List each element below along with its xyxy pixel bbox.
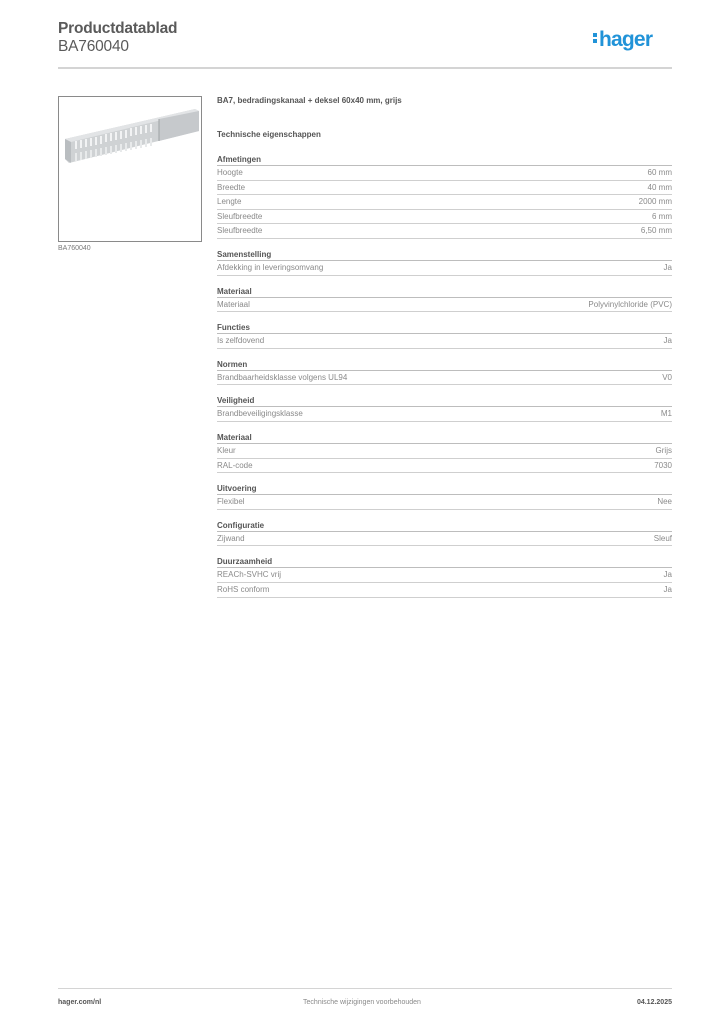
- spec-value: Ja: [663, 336, 672, 346]
- spec-row: [217, 166, 672, 181]
- spec-row: [217, 371, 672, 386]
- spec-value: V0: [662, 372, 672, 382]
- spec-section: [217, 395, 672, 422]
- spec-value: M1: [660, 409, 672, 419]
- spec-label: Kleur: [217, 445, 236, 455]
- spec-value: 2000 mm: [638, 197, 672, 207]
- product-title: BA7, bedradingskanaal + deksel 60x40 mm, grijs: [217, 96, 402, 105]
- section-heading: Configuratie: [217, 520, 672, 532]
- spec-label: Afdekking in leveringsomvang: [217, 262, 324, 272]
- section-heading: Samenstelling: [217, 249, 672, 261]
- spec-row: [217, 495, 672, 510]
- hager-logo: [593, 28, 652, 52]
- logo-text: hager: [599, 28, 653, 51]
- spec-section: [217, 520, 672, 547]
- spec-value: 6 mm: [652, 211, 672, 221]
- spec-label: Materiaal: [217, 299, 250, 309]
- spec-row: [217, 298, 672, 313]
- footer-divider: [58, 988, 672, 989]
- product-image: [58, 96, 202, 242]
- spec-label: Breedte: [217, 182, 246, 192]
- spec-row: [217, 459, 672, 474]
- spec-section: [217, 322, 672, 349]
- spec-value: Sleuf: [653, 533, 672, 543]
- spec-row: [217, 195, 672, 210]
- section-heading: Afmetingen: [217, 154, 672, 166]
- spec-label: Is zelfdovend: [217, 336, 265, 346]
- spec-value: 60 mm: [647, 168, 672, 177]
- logo-colon-icon: [593, 31, 598, 45]
- spec-row: [217, 444, 672, 459]
- spec-label: Sleufbreedte: [217, 226, 263, 236]
- section-heading: Uitvoering: [217, 483, 672, 495]
- spec-value: Ja: [663, 262, 672, 272]
- spec-section: [217, 556, 672, 597]
- spec-row: [217, 210, 672, 225]
- document-title: Productdatablad: [58, 20, 178, 37]
- footer-website-link[interactable]: hager.com/nl: [58, 999, 102, 1006]
- section-heading: Materiaal: [217, 432, 672, 444]
- spec-label: RoHS conform: [217, 584, 270, 594]
- spec-row: [217, 261, 672, 276]
- spec-row: [217, 181, 672, 196]
- section-heading: Veiligheid: [217, 395, 672, 407]
- product-code: BA760040: [58, 38, 129, 55]
- spec-section: [217, 483, 672, 510]
- spec-value: Grijs: [655, 445, 672, 455]
- spec-row: [217, 334, 672, 349]
- specifications-column: [217, 96, 672, 598]
- spec-label: Hoogte: [217, 168, 243, 177]
- section-heading: Duurzaamheid: [217, 556, 672, 568]
- spec-label: REACh-SVHC vrij: [217, 570, 282, 580]
- spec-section: [217, 359, 672, 386]
- wiring-duct-icon: [59, 97, 202, 242]
- spec-label: Sleufbreedte: [217, 211, 263, 221]
- footer-date: 04.12.2025: [636, 999, 672, 1006]
- spec-value: 40 mm: [647, 182, 672, 192]
- spec-value: 7030: [654, 460, 672, 470]
- image-caption: BA760040: [58, 245, 91, 252]
- spec-label: Brandbeveiligingsklasse: [217, 409, 303, 419]
- spec-row: [217, 568, 672, 583]
- spec-section: [217, 249, 672, 276]
- spec-label: RAL-code: [217, 460, 253, 470]
- spec-row: [217, 532, 672, 547]
- spec-row: [217, 224, 672, 239]
- spec-label: Flexibel: [217, 497, 245, 507]
- spec-section: [217, 432, 672, 473]
- header-divider: [58, 67, 672, 69]
- spec-value: Polyvinylchloride (PVC): [588, 299, 672, 309]
- spec-label: Brandbaarheidsklasse volgens UL94: [217, 372, 348, 382]
- spec-value: Nee: [657, 497, 672, 507]
- spec-section: [217, 286, 672, 313]
- spec-label: Lengte: [217, 197, 242, 207]
- spec-sections: [217, 154, 672, 598]
- technical-heading: Technische eigenschappen: [217, 130, 321, 139]
- spec-value: Ja: [663, 584, 672, 594]
- section-heading: Functies: [217, 322, 672, 334]
- spec-row: [217, 407, 672, 422]
- spec-row: [217, 583, 672, 598]
- footer-disclaimer: Technische wijzigingen voorbehouden: [303, 999, 421, 1006]
- spec-section: [217, 154, 672, 239]
- section-heading: Normen: [217, 359, 672, 371]
- section-heading: Materiaal: [217, 286, 672, 298]
- spec-label: Zijwand: [217, 533, 245, 543]
- spec-value: Ja: [663, 570, 672, 580]
- spec-value: 6,50 mm: [640, 226, 672, 236]
